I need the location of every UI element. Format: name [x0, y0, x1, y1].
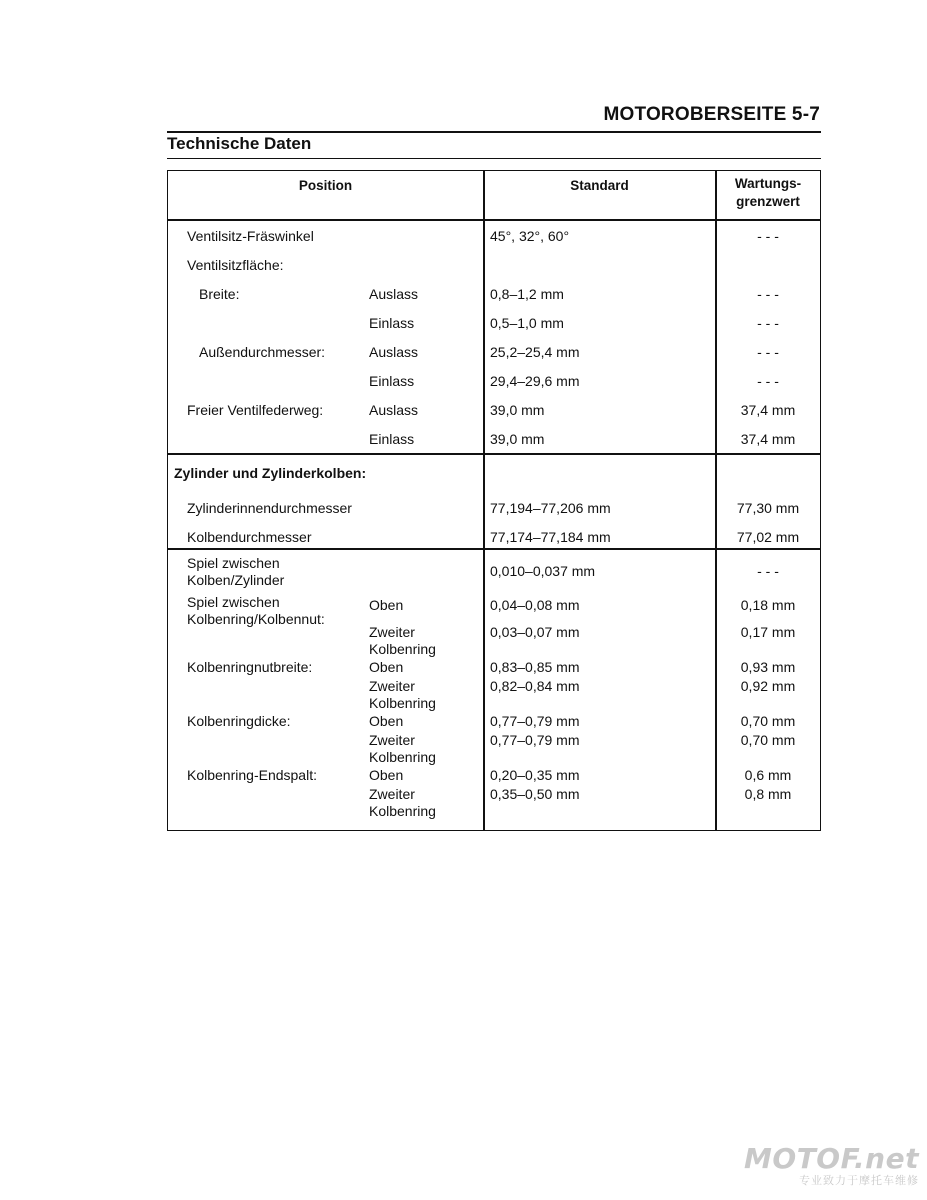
row-standard: 0,77–0,79 mm — [490, 732, 580, 748]
row-limit: 0,8 mm — [744, 786, 792, 802]
row-item: Außendurchmesser: — [199, 344, 326, 360]
row-standard: 39,0 mm — [490, 431, 545, 447]
row-item: Kolbenringnutbreite: — [187, 659, 313, 675]
row-item: Ventilsitz-Fräswinkel — [187, 228, 314, 244]
row-sub: Auslass — [369, 402, 419, 418]
watermark-tagline: 专业致力于摩托车维修 — [799, 1175, 919, 1187]
row-sub: Zweiter Kolbenring — [369, 732, 436, 765]
row-sub: Zweiter Kolbenring — [369, 786, 436, 819]
row-sub: Einlass — [369, 431, 415, 447]
row-sub: Oben — [369, 713, 404, 729]
row-standard: 45°, 32°, 60° — [490, 228, 570, 244]
chapter-title: MOTOROBERSEITE 5-7 — [603, 104, 820, 125]
row-sub: Oben — [369, 659, 404, 675]
row-limit: 0,17 mm — [740, 624, 796, 640]
section-rule — [167, 158, 821, 159]
row-item: Kolbenring-Endspalt: — [187, 767, 317, 783]
row-item: Spiel zwischen Kolben/Zylinder — [187, 555, 285, 588]
row-standard: 77,194–77,206 mm — [490, 500, 611, 516]
column-header-position: Position — [298, 178, 353, 193]
column-header-standard: Standard — [570, 178, 629, 193]
row-standard: 0,8–1,2 mm — [490, 286, 564, 302]
row-standard: 0,010–0,037 mm — [490, 563, 596, 579]
row-limit: - - - — [757, 373, 779, 389]
row-limit: - - - — [757, 286, 779, 302]
header-rule — [167, 131, 821, 133]
row-standard: 0,04–0,08 mm — [490, 597, 580, 613]
row-limit: - - - — [757, 315, 779, 331]
row-item: Kolbendurchmesser — [187, 529, 312, 545]
row-standard: 77,174–77,184 mm — [490, 529, 611, 545]
row-limit: - - - — [757, 228, 779, 244]
row-standard: 39,0 mm — [490, 402, 545, 418]
row-item: Breite: — [199, 286, 240, 302]
row-limit: 0,92 mm — [740, 678, 796, 694]
watermark — [744, 1142, 919, 1188]
row-item: Freier Ventilfederweg: — [187, 402, 324, 418]
row-limit: 0,93 mm — [740, 659, 796, 675]
row-item: Spiel zwischen Kolbenring/Kolbennut: — [187, 594, 325, 627]
row-limit: - - - — [757, 563, 779, 579]
header-divider — [168, 219, 820, 221]
row-limit: 0,70 mm — [740, 732, 796, 748]
row-sub: Auslass — [369, 344, 419, 360]
row-standard: 0,82–0,84 mm — [490, 678, 580, 694]
row-sub: Zweiter Kolbenring — [369, 678, 436, 711]
row-standard: 25,2–25,4 mm — [490, 344, 580, 360]
spec-table — [167, 170, 821, 831]
row-standard: 0,03–0,07 mm — [490, 624, 580, 640]
group-heading: Zylinder und Zylinderkolben: — [174, 465, 367, 481]
row-item: Zylinderinnendurchmesser — [187, 500, 352, 516]
row-limit: 37,4 mm — [740, 431, 796, 447]
row-standard: 0,77–0,79 mm — [490, 713, 580, 729]
row-item: Ventilsitzfläche: — [187, 257, 284, 273]
row-standard: 0,5–1,0 mm — [490, 315, 564, 331]
row-sub: Oben — [369, 767, 404, 783]
row-limit: 77,30 mm — [736, 500, 800, 516]
row-standard: 29,4–29,6 mm — [490, 373, 580, 389]
row-sub: Auslass — [369, 286, 419, 302]
row-sub: Einlass — [369, 315, 415, 331]
row-standard: 0,35–0,50 mm — [490, 786, 580, 802]
row-limit: 0,70 mm — [740, 713, 796, 729]
group-divider — [168, 548, 820, 550]
row-limit: 0,18 mm — [740, 597, 796, 613]
column-header-limit: Wartungs- grenzwert — [734, 176, 802, 209]
row-limit: 0,6 mm — [744, 767, 792, 783]
group-divider — [168, 453, 820, 455]
row-sub: Oben — [369, 597, 404, 613]
row-limit: 37,4 mm — [740, 402, 796, 418]
row-item: Kolbenringdicke: — [187, 713, 291, 729]
row-limit: - - - — [757, 344, 779, 360]
watermark-brand: MOTOF.net — [744, 1142, 919, 1175]
row-sub: Einlass — [369, 373, 415, 389]
row-standard: 0,83–0,85 mm — [490, 659, 580, 675]
row-sub: Zweiter Kolbenring — [369, 624, 436, 657]
column-divider — [483, 171, 485, 830]
section-title: Technische Daten — [167, 134, 312, 153]
row-standard: 0,20–0,35 mm — [490, 767, 580, 783]
row-limit: 77,02 mm — [736, 529, 800, 545]
